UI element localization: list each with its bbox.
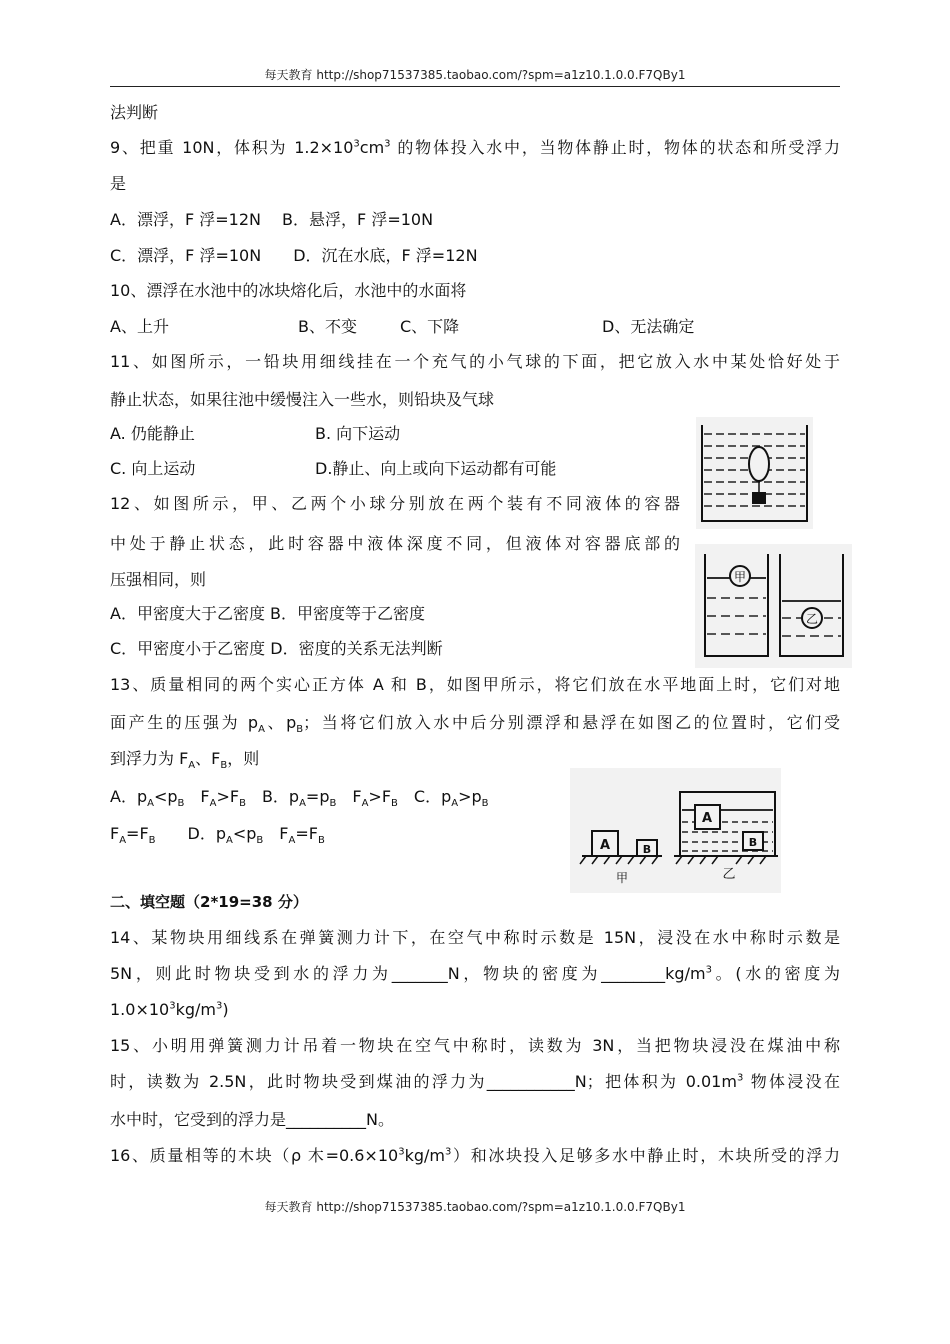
q11-option-a: A. 仍能静止 bbox=[110, 424, 195, 443]
q11-stem-line1: 11、如图所示，一铅块用细线挂在一个充气的小气球的下面，把它放入水中某处恰好处于 bbox=[110, 352, 840, 371]
q13-cube-b-water-label: B bbox=[748, 836, 758, 849]
q16-stem-line1: 16、质量相等的木块（ρ 木$=0.6\times 10^3kg/m^3$）和冰块投入足够多水中静止时，木块所受的浮力 bbox=[110, 1146, 840, 1165]
q13-caption-jia: 甲 bbox=[615, 871, 629, 885]
q13-cube-a-ground-label: A bbox=[599, 838, 611, 853]
q13-caption-yi: 乙 bbox=[722, 867, 736, 882]
q11-stem-line2: 静止状态，如果往池中缓慢注入一些水，则铅块及气球 bbox=[110, 390, 495, 409]
q13-figure bbox=[570, 768, 781, 893]
q13-cube-b-ground-label: B bbox=[642, 843, 652, 856]
q11-option-d: D.静止、向上或向下运动都有可能 bbox=[315, 459, 557, 478]
q12-options-cd: C．甲密度小于乙密度 D．密度的关系无法判断 bbox=[110, 639, 443, 658]
q15-stem-line2: 时，读数为 2.5N，此时物块受到煤油的浮力为___________N；把体积为 $0.01m^3$ 物体浸没在 bbox=[110, 1072, 840, 1091]
q8-tail: 法判断 bbox=[110, 103, 159, 122]
q14-stem-line3: $1.0\times 10^3kg/m^3$) bbox=[110, 1000, 229, 1019]
q13-stem-line3: 到浮力为 $F_A$、$F_B$，则 bbox=[110, 749, 260, 772]
q12-ball-yi-label: 乙 bbox=[805, 612, 819, 626]
q13-options-line1: A．$p_A<p_B$ $F_A>F_B$ B．$p_A=p_B$ $F_A>F_B$ C．$p_A>p_B$ bbox=[110, 787, 489, 810]
q9-options-cd: C．漂浮，F 浮=10N D．沉在水底，F 浮=12N bbox=[110, 246, 478, 265]
section2-title: 二、填空题（2*19=38 分） bbox=[110, 893, 308, 911]
q13-stem-line2: 面产生的压强为 $p_A$、$p_B$；当将它们放入水中后分别漂浮和悬浮在如图乙的位置时，它们受 bbox=[110, 713, 840, 736]
q12-figure bbox=[695, 544, 852, 668]
q13-options-line2: $F_A=F_B$ D．$p_A<p_B$ $F_A=F_B$ bbox=[110, 824, 325, 847]
page-footer: 每天教育 http://shop71537385.taobao.com/?spm=a1z10.1.0.0.F7QBy1 bbox=[264, 1200, 686, 1214]
q12-stem-line3: 压强相同，则 bbox=[110, 570, 207, 589]
header-rule bbox=[110, 86, 840, 87]
q12-ball-jia-label: 甲 bbox=[733, 570, 747, 584]
q14-stem-line2: 5N，则此时物块受到水的浮力为_______N，物块的密度为$\_\_\_\_\_\_\_\_kg/m^3$。(水的密度为 bbox=[110, 964, 840, 983]
q11-option-c: C. 向上运动 bbox=[110, 459, 196, 478]
q15-stem-line1: 15、小明用弹簧测力计吊着一物块在空气中称时，读数为 3N，当把物块浸没在煤油中称 bbox=[110, 1036, 840, 1055]
q10-option-c: C、下降 bbox=[400, 317, 460, 336]
q11-figure bbox=[696, 417, 813, 529]
q10-option-a: A、上升 bbox=[110, 317, 169, 336]
q12-stem-line2: 中处于静止状态，此时容器中液体深度不同，但液体对容器底部的 bbox=[110, 534, 680, 553]
q9-options-ab: A．漂浮，F 浮=12N B．悬浮，F 浮=10N bbox=[110, 210, 434, 229]
q10-stem: 10、漂浮在水池中的冰块熔化后，水池中的水面将 bbox=[110, 281, 467, 300]
q10-option-d: D、无法确定 bbox=[602, 317, 695, 336]
q13-cube-a-water-label: A bbox=[701, 811, 713, 826]
q15-stem-line3: 水中时，它受到的浮力是__________N。 bbox=[110, 1110, 394, 1129]
page-header: 每天教育 http://shop71537385.taobao.com/?spm=a1z10.1.0.0.F7QBy1 bbox=[264, 68, 686, 82]
q13-stem-line1: 13、质量相同的两个实心正方体 A 和 B，如图甲所示，将它们放在水平地面上时，它们对地 bbox=[110, 675, 840, 694]
q12-stem-line1: 12、如图所示，甲、乙两个小球分别放在两个装有不同液体的容器 bbox=[110, 494, 680, 513]
q9-stem-line1: 9、把重 10N，体积为 $1.2\times 10^3cm^3$ 的物体投入水中，当物体静止时，物体的状态和所受浮力 bbox=[110, 138, 840, 157]
q11-option-b: B. 向下运动 bbox=[315, 424, 401, 443]
q14-stem-line1: 14、某物块用细线系在弹簧测力计下，在空气中称时示数是 15N，浸没在水中称时示数是 bbox=[110, 928, 840, 947]
q12-options-ab: A．甲密度大于乙密度 B．甲密度等于乙密度 bbox=[110, 604, 426, 623]
q9-stem-line2: 是 bbox=[110, 174, 127, 193]
q10-option-b: B、不变 bbox=[298, 317, 357, 336]
